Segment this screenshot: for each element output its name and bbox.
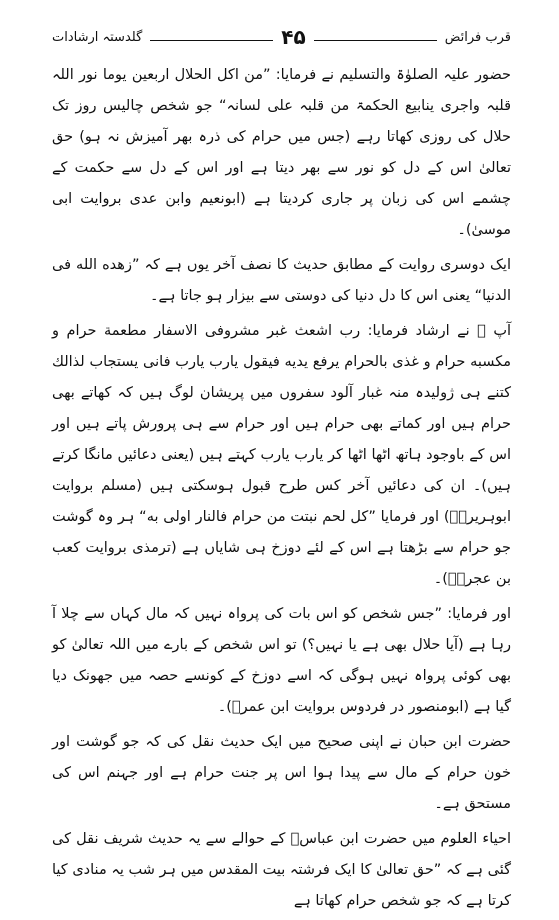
- paragraph-ihya-ulum: احیاء العلوم میں حضرت ابن عباسؓ کے حوالے سے یہ حدیث شریف نقل کی گئی ہے کہ ”حق تعالیٰ کا ایک فرشتہ بیت المقدس میں ہر شب یہ منادی کیا کرتا ہے کہ جو شخص حرام کھاتا ہے: [52, 831, 511, 909]
- paragraph-ibn-hibban: حضرت ابن حبان نے اپنی صحیح میں ایک حدیث نقل کی کہ جو گوشت اور خون حرام کے مال سے پیدا ہوا اس پر جنت حرام ہے اور جہنم اس کی مستحق ہے۔: [52, 734, 511, 812]
- running-title-chapter: قرب فرائض: [444, 29, 511, 45]
- page-body: [52, 60, 511, 920]
- paragraph-no-care-for-wealth: اور فرمایا: ”جس شخص کو اس بات کی پرواہ نہیں کہ مال کہاں سے چلا آ رہا ہے (آیا حلال بھی ہے یا نہیں؟) تو اس شخص کے بارے میں اللہ تعالیٰ کو بھی کوئی پرواہ نہیں ہوگی کہ اسے دوزخ کے کونسے حصہ میں جھونک دیا گیا ہے (ابومنصور در فردوس بروایت ابن عمرؓ)۔: [52, 606, 511, 715]
- paragraph-hadith-halal-forty-days: حضور علیہ الصلوٰۃ والتسلیم نے فرمایا: ”من اکل الحلال اربعین یوما نور اللہ قلبہ واجری ینابیع الحکمۃ من قلبہ علی لسانہ“ جو شخص چالیس روز تک حلال کی روزی کھاتا رہے (جس میں حرام کی ذرہ بھر آمیزش نہ ہو) حق تعالیٰ اس کے دل کو نور سے بھر دیتا ہے اور اس کے دل سے حکمت کے چشمے اس کی زبان پر جاری کردیتا ہے (ابونعیم وابن عدی بروایت ابی موسیٰ)۔: [52, 67, 511, 238]
- page-header: [52, 22, 511, 52]
- paragraph-dishevelled-traveller: آپ ﷺ نے ارشاد فرمایا: رب اشعث غبر مشروفی الاسفار مطعمة حرام و مکسبه حرام و غذى بالحرام يرفع يديه فيقول يارب يارب فانى يستجاب لذالك کتنے ہی ژولیدہ منہ غبار آلود سفروں میں پریشان لوگ ہیں کہ کھاتے بھی حرام ہیں اور کماتے بھی حرام ہیں اور حرام سے ہی پرورش پاتے ہیں اور اس کے باوجود ہاتھ اٹھا اٹھا کر یارب یارب کہتے ہیں (یعنی دعائیں مانگا کرتے ہیں)۔ ان کی دعائیں آخر کس طرح قبول ہوسکتی ہیں (مسلم بروایت ابوہریرہؓ) اور فرمایا ”کل لحم نبتت من حرام فالنار اولى به“ ہر وہ گوشت جو حرام سے بڑھتا ہے اس کے لئے دوزخ ہی شایاں ہے (ترمذی بروایت کعب بن عجرہؓ)۔: [52, 323, 511, 587]
- paragraph-second-narration: ایک دوسری روایت کے مطابق حدیث کا نصف آخر یوں ہے کہ ”زهده الله فى الدنيا“ یعنی اس کا دل دنیا کی دوستی سے بیزار ہو جاتا ہے۔: [52, 257, 511, 304]
- page-number: ۴۵: [281, 25, 306, 49]
- running-title-book: گلدستہ ارشادات: [52, 29, 143, 45]
- header-rule-left: [150, 40, 273, 41]
- header-rule-right: [314, 40, 437, 41]
